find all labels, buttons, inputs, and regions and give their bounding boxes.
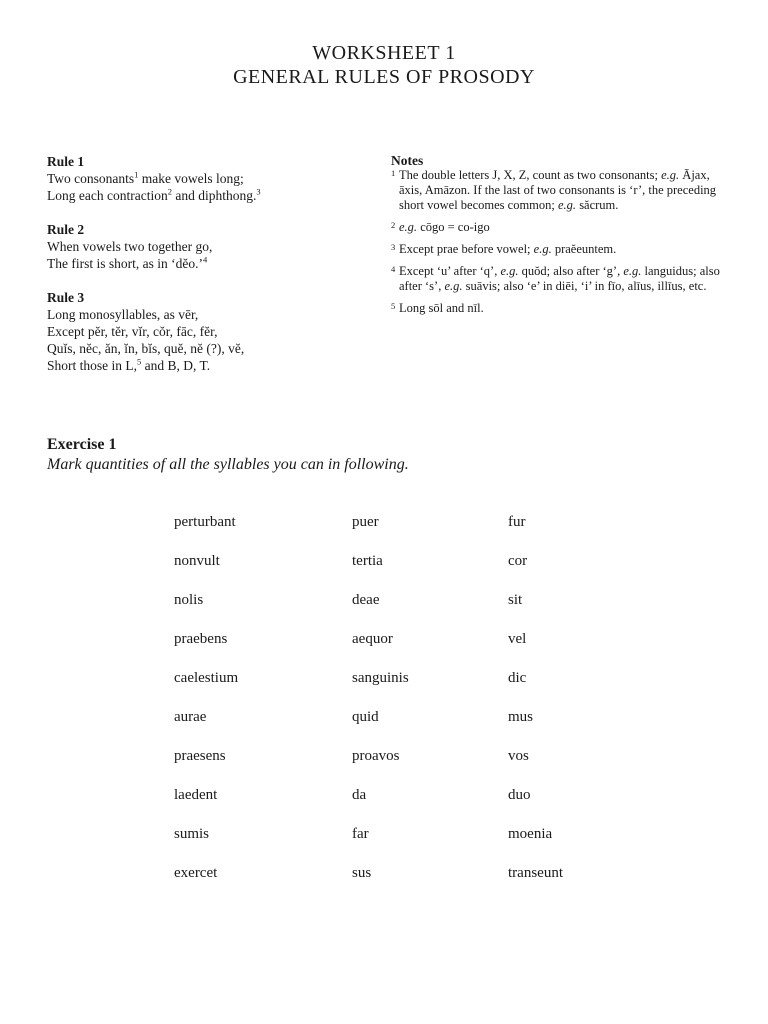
note-number: 5: [391, 301, 396, 311]
exercise-word: aurae: [174, 709, 207, 725]
exercise-word: puer: [352, 514, 379, 530]
footnote-ref: 2: [167, 186, 172, 197]
exercise-word: duo: [508, 787, 531, 803]
notes-column: [391, 153, 731, 323]
exercise-word: far: [352, 826, 369, 842]
exercise-instruction: Mark quantities of all the syllables you can in following.: [47, 456, 409, 473]
rule-line: [47, 323, 367, 340]
rule-heading: Rule 2: [47, 222, 85, 237]
note-number: 1: [391, 168, 396, 178]
exercise-word: dic: [508, 670, 527, 686]
rule-line: [47, 170, 367, 187]
footnote-ref: 3: [256, 186, 261, 197]
rule-text: and diphthong.: [171, 188, 257, 203]
exercise-word: sus: [352, 865, 372, 881]
rules-column: [47, 153, 367, 391]
exercise-word: sumis: [174, 826, 210, 842]
rule-text: Long each contraction: [47, 188, 168, 203]
footnote-ref: 1: [134, 169, 139, 180]
rule-text: Two consonants: [47, 171, 135, 186]
rule-line: [47, 357, 367, 374]
notes-heading: Notes: [391, 153, 424, 168]
rule-line: [47, 306, 367, 323]
note-item: [391, 168, 731, 213]
note-text: e.g. cōgo = co-igo: [399, 220, 490, 234]
note-text: The double letters J, X, Z, count as two consonants; e.g. Ājax, āxis, Amāzon. If the last of two consonants is ‘r’, the preceding short vowel becomes common; e.g. săcrum.: [399, 168, 717, 212]
rule-1: [47, 153, 367, 204]
exercise-word: deae: [352, 592, 380, 608]
rule-text: Quĭs, nĕc, ăn, ĭn, bĭs, quĕ, nĕ (?), vĕ,: [47, 341, 245, 356]
rule-heading: Rule 3: [47, 290, 85, 305]
note-number: 2: [391, 220, 396, 230]
note-text: Long sōl and nīl.: [399, 301, 484, 315]
rule-line: [47, 255, 367, 272]
note-text: Except prae before vowel; e.g. praĕeuntem.: [399, 242, 617, 256]
rule-text: make vowels long;: [138, 171, 244, 186]
note-number: 3: [391, 242, 396, 252]
exercise-word: praebens: [174, 631, 228, 647]
footnote-ref: 5: [137, 356, 142, 367]
rule-text: Short those in L,: [47, 358, 137, 373]
exercise-word: da: [352, 787, 367, 803]
exercise-word: caelestium: [174, 670, 239, 686]
exercise-word: transeunt: [508, 865, 563, 881]
exercise-word: mus: [508, 709, 534, 725]
rule-2: [47, 221, 367, 272]
exercise-word: cor: [508, 553, 528, 569]
exercise-word: vel: [508, 631, 527, 647]
rule-text: The first is short, as in ‘dĕo.’: [47, 256, 203, 271]
rule-line: [47, 340, 367, 357]
rule-line: [47, 238, 367, 255]
exercise-word: nolis: [174, 592, 204, 608]
worksheet-title: WORKSHEET 1: [312, 42, 456, 64]
rule-line: [47, 187, 367, 204]
exercise-word: tertia: [352, 553, 383, 569]
footnote-ref: 4: [202, 254, 208, 265]
rule-text: Long monosyllables, as vēr,: [47, 307, 199, 322]
note-number: 4: [391, 264, 396, 274]
worksheet-subtitle: GENERAL RULES OF PROSODY: [233, 66, 535, 88]
exercise-word: moenia: [508, 826, 553, 842]
note-item: [391, 264, 731, 294]
exercise-word: aequor: [352, 631, 393, 647]
exercise-word: praesens: [174, 748, 226, 764]
exercise-heading: Exercise 1: [47, 436, 117, 453]
exercise-word: nonvult: [174, 553, 220, 569]
exercise-word: fur: [508, 514, 526, 530]
rule-text: Except pĕr, tĕr, vĭr, cŏr, fāc, fĕr,: [47, 324, 218, 339]
rule-text: When vowels two together go,: [47, 239, 213, 254]
exercise-word: vos: [508, 748, 529, 764]
exercise-word: sit: [508, 592, 523, 608]
exercise-word: laedent: [174, 787, 218, 803]
rule-text: and B, D, T.: [141, 358, 211, 373]
note-text: Except ‘u’ after ‘q’, e.g. quŏd; also after ‘g’, e.g. languidus; also after ‘s’, e.g. suāvis; also ‘e’ in diēi, ‘i’ in fīo, alīus, illīus, etc.: [399, 264, 720, 293]
exercise-word: quid: [352, 709, 379, 725]
exercise-word: exercet: [174, 865, 218, 881]
rule-heading: Rule 1: [47, 154, 85, 169]
note-item: [391, 220, 731, 235]
note-item: [391, 242, 731, 257]
note-item: [391, 301, 731, 316]
exercise-word: proavos: [352, 748, 400, 764]
exercise-word: sanguinis: [352, 670, 409, 686]
exercise-word: perturbant: [174, 514, 236, 530]
rule-3: [47, 289, 367, 374]
